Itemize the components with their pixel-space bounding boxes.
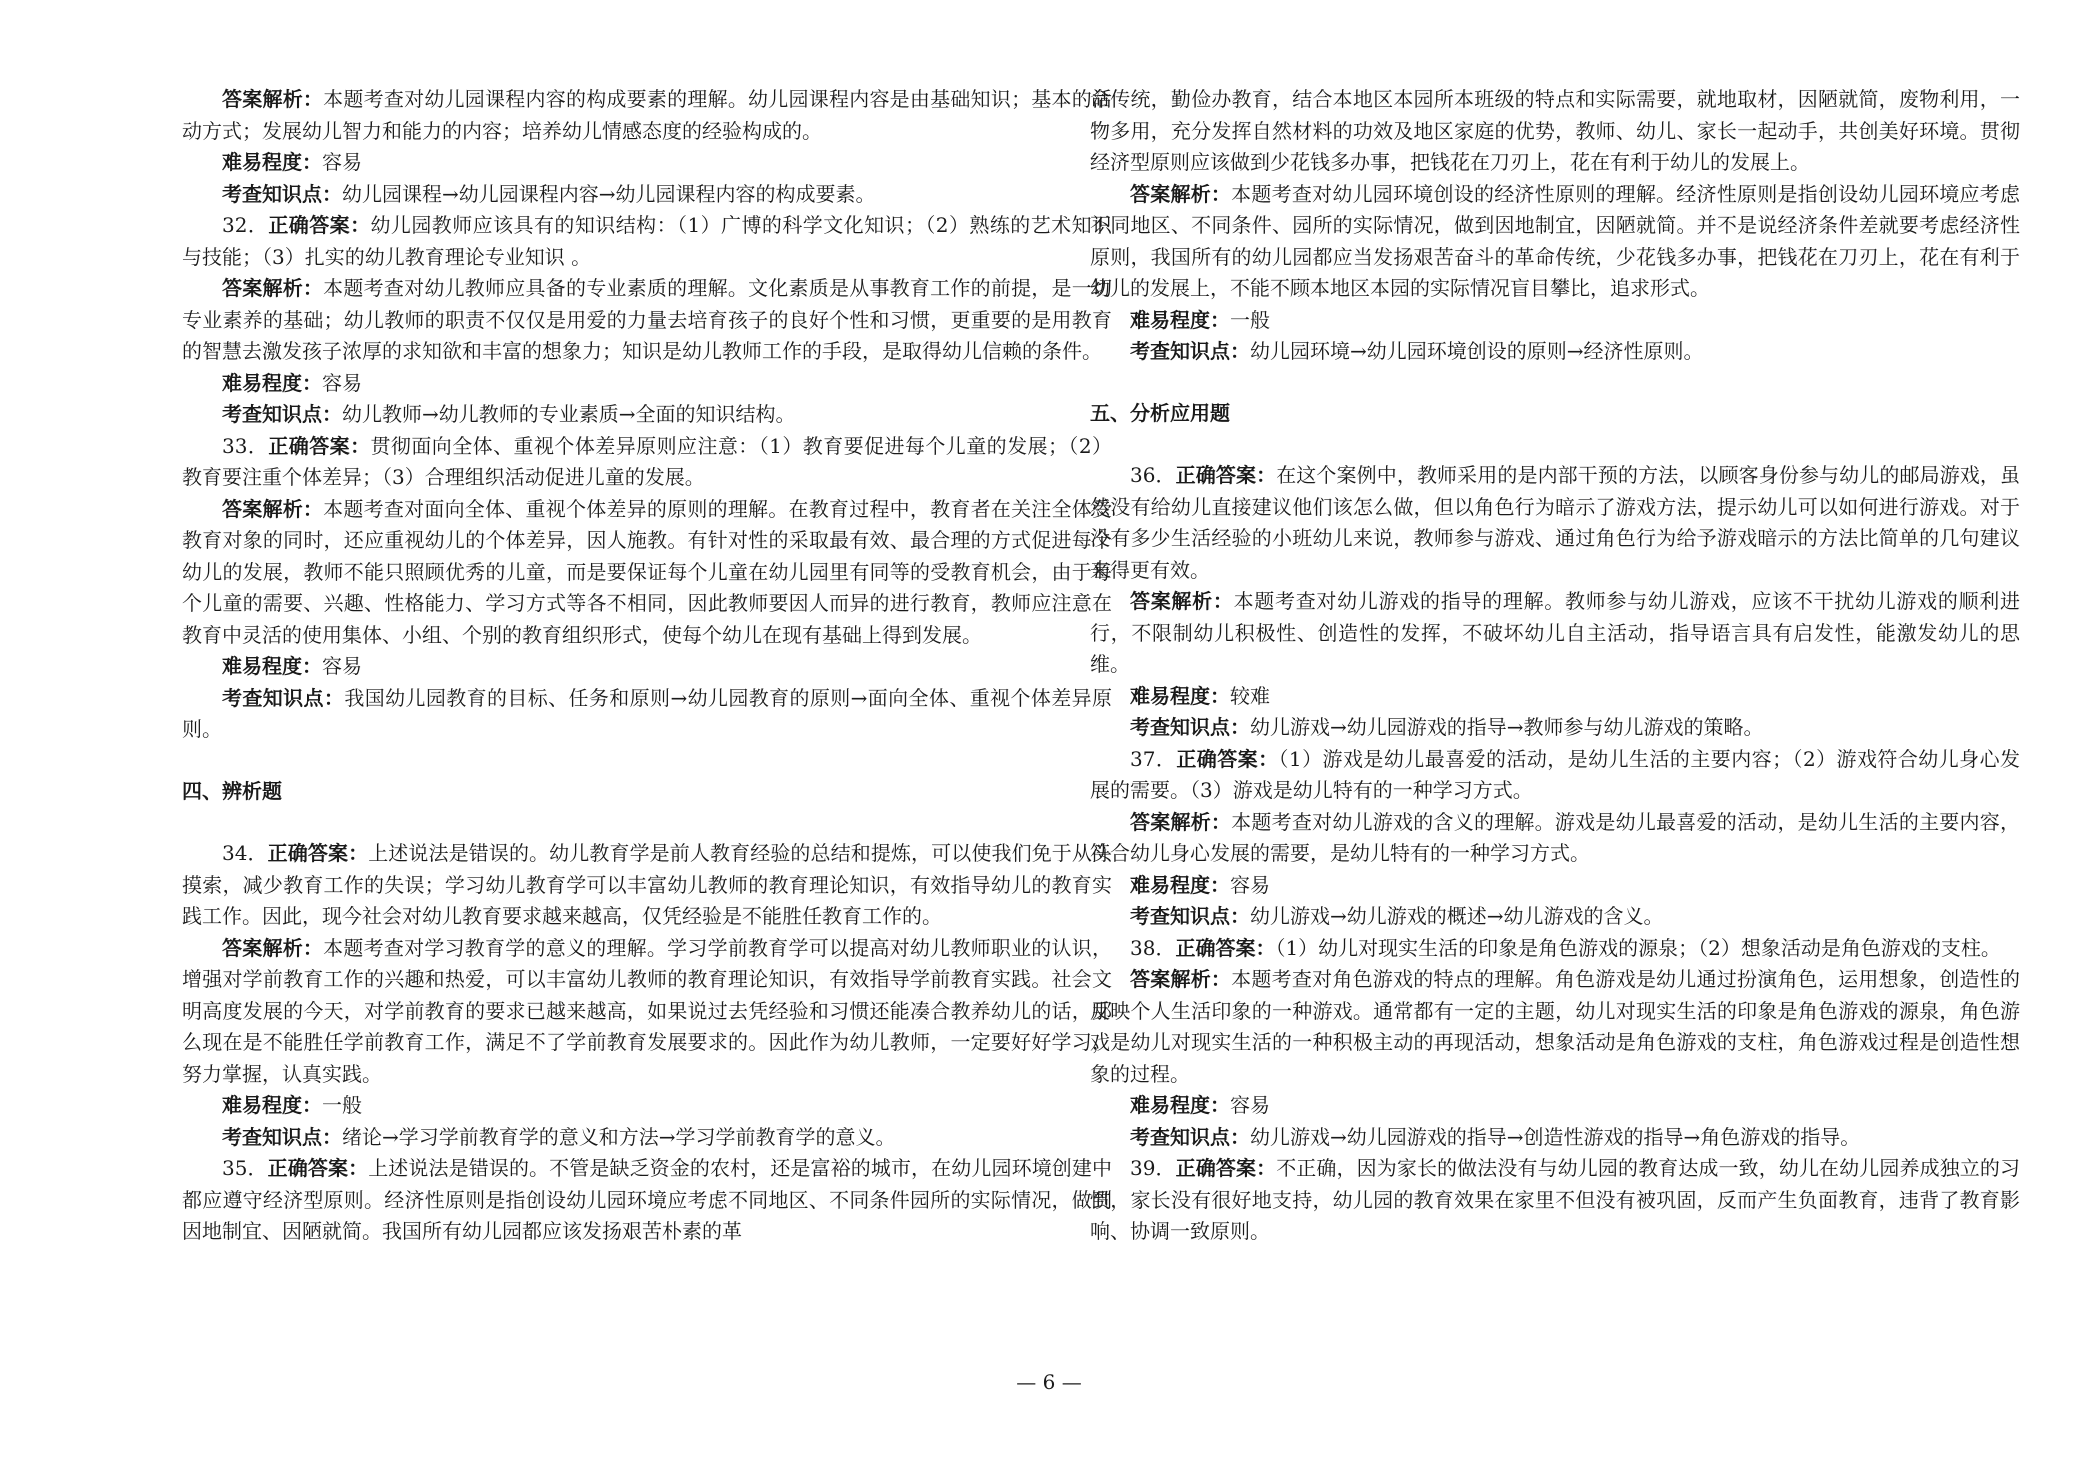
answer-paragraph <box>182 147 1112 179</box>
field-label: 正确答案： <box>1175 463 1277 487</box>
field-text: 上述说法是错误的。幼儿教育学是前人教育经验的总结和提炼，可以使我们免于从头摸索，减少教育工作的失误；学习幼儿教育学可以丰富幼儿教师的教育理论知识，有效指导幼儿的教育实践工作。因此，现今社会对幼儿教育要求越来越高，仅凭经验是不能胜任教育工作的。 <box>182 841 1113 928</box>
field-text: 幼儿游戏→幼儿游戏的概述→幼儿游戏的含义。 <box>1250 904 1664 928</box>
field-label: 考查知识点： <box>1130 904 1250 928</box>
field-label: 难易程度： <box>222 150 322 174</box>
section-heading: 五、分析应用题 <box>1090 400 1230 425</box>
field-label: 难易程度： <box>1130 872 1230 897</box>
field-text: 幼儿园课程→幼儿园课程内容→幼儿园课程内容的构成要素。 <box>342 181 876 206</box>
field-text: 贯彻面向全体、重视个体差异原则应注意：（1）教育要促进每个儿童的发展；（2）教育要注重个体差异；（3）合理组织活动促进儿童的发展。 <box>182 433 1113 489</box>
field-text: 本题考查对幼儿园课程内容的构成要素的理解。幼儿园课程内容是由基础知识；基本的活动方式；发展幼儿智力和能力的内容；培养幼儿情感态度的经验构成的。 <box>182 87 1113 143</box>
answer-paragraph <box>1090 744 2020 807</box>
field-label: 正确答案： <box>1176 746 1279 771</box>
field-label: 答案解析： <box>1130 809 1232 834</box>
section-heading: 四、辨析题 <box>182 778 282 803</box>
field-text: （1）游戏是幼儿最喜爱的活动，是幼儿生活的主要内容；（2）游戏符合幼儿身心发展的需要。（3）游戏是幼儿特有的一种学习方式。 <box>1090 746 2021 802</box>
field-label: 答案解析： <box>222 496 324 521</box>
question-number: 32． <box>222 213 269 237</box>
question-number: 39． <box>1130 1156 1176 1180</box>
field-text: 本题考查对幼儿游戏的含义的理解。游戏是幼儿最喜爱的活动，是幼儿生活的主要内容，符合幼儿身心发展的需要，是幼儿特有的一种学习方式。 <box>1090 809 2021 865</box>
answer-paragraph <box>1090 586 2020 681</box>
field-label: 答案解析： <box>1130 967 1232 991</box>
field-text: 本题考查对角色游戏的特点的理解。角色游戏是幼儿通过扮演角色，运用想象，创造性的反映个人生活印象的一种游戏。通常都有一定的主题，幼儿对现实生活的印象是角色游戏的源泉，角色游戏是幼儿对现实生活的一种积极主动的再现活动，想象活动是角色游戏的支柱，角色游戏过程是创造性想象的过程。 <box>1090 967 2021 1086</box>
answer-paragraph <box>182 1090 1112 1122</box>
answer-paragraph <box>1090 712 2020 744</box>
answer-paragraph <box>182 210 1112 273</box>
field-text: 本题考查对学习教育学的意义的理解。学习学前教育学可以提高对幼儿教师职业的认识，增强对学前教育工作的兴趣和热爱，可以丰富幼儿教师的教育理论知识，有效指导学前教育实践。社会文明高度发展的今天，对学前教育的要求已越来越高，如果说过去凭经验和习惯还能凑合教养幼儿的话，那么现在是不能胜任学前教育工作，满足不了学前教育发展要求的。因此作为幼儿教师，一定要好好学习，努力掌握，认真实践。 <box>182 935 1113 1086</box>
answer-paragraph <box>182 179 1112 211</box>
answer-paragraph <box>1090 933 2020 965</box>
field-label: 答案解析： <box>1130 181 1232 206</box>
question-number: 35． <box>222 1156 268 1180</box>
right-column <box>1090 84 2020 1248</box>
field-text: 本题考查对幼儿教师应具备的专业素质的理解。文化素质是从事教育工作的前提，是一切专业素养的基础；幼儿教师的职责不仅仅是用爱的力量去培育孩子的良好个性和习惯，更重要的是用教育的智慧去激发孩子浓厚的求知欲和丰富的想象力；知识是幼儿教师工作的手段，是取得幼儿信赖的条件。 <box>182 276 1113 363</box>
field-text: 本题考查对幼儿游戏的指导的理解。教师参与幼儿游戏，应该不干扰幼儿游戏的顺利进行，不限制幼儿积极性、创造性的发挥，不破坏幼儿自主活动，指导语言具有启发性，能激发幼儿的思维。 <box>1090 589 2021 676</box>
field-text: 容易 <box>1230 1093 1270 1117</box>
field-text: 容易 <box>322 370 362 395</box>
answer-paragraph <box>182 273 1112 368</box>
answer-paragraph <box>1090 1090 2020 1122</box>
field-label: 正确答案： <box>268 433 371 458</box>
field-text: 幼儿游戏→幼儿园游戏的指导→教师参与幼儿游戏的策略。 <box>1250 715 1764 739</box>
answer-paragraph <box>1090 964 2020 1090</box>
field-label: 正确答案： <box>1175 935 1276 960</box>
answer-paragraph <box>182 84 1112 147</box>
answer-paragraph <box>1090 901 2020 933</box>
answer-paragraph <box>182 431 1112 494</box>
field-text: 幼儿园教师应该具有的知识结构：（1）广博的科学文化知识；（2）熟练的艺术知识与技能；（3）扎实的幼儿教育理论专业知识 。 <box>182 213 1113 269</box>
answer-paragraph <box>1090 807 2020 870</box>
field-text: 不正确，因为家长的做法没有与幼儿园的教育达成一致，幼儿在幼儿园养成独立的习惯，家长没有很好地支持，幼儿园的教育效果在家里不但没有被巩固，反而产生负面教育，违背了教育影响、协调一致原则。 <box>1090 1156 2021 1243</box>
answer-paragraph <box>1090 1153 2020 1248</box>
answer-paragraph <box>1090 870 2020 902</box>
field-label: 难易程度： <box>222 1093 322 1117</box>
field-label: 难易程度： <box>1130 307 1230 332</box>
page-number: — 6 — <box>1016 1370 1082 1394</box>
field-text: 一般 <box>322 1093 362 1117</box>
question-number: 38． <box>1130 935 1176 960</box>
field-label: 考查知识点： <box>1130 1124 1250 1149</box>
question-number: 34． <box>222 841 268 865</box>
field-label: 答案解析： <box>222 87 324 111</box>
field-label: 答案解析： <box>222 276 324 300</box>
answer-paragraph <box>182 399 1112 431</box>
question-number: 33． <box>222 433 269 458</box>
field-label: 考查知识点： <box>1130 715 1250 739</box>
answer-paragraph <box>1090 336 2020 368</box>
answer-paragraph <box>182 368 1112 400</box>
field-label: 正确答案： <box>268 213 371 237</box>
field-label: 正确答案： <box>1175 1156 1277 1180</box>
field-text: 幼儿教师→幼儿教师的专业素质→全面的知识结构。 <box>342 402 796 426</box>
answer-paragraph <box>182 494 1112 652</box>
answer-paragraph <box>1090 305 2020 337</box>
field-text: 幼儿游戏→幼儿园游戏的指导→创造性游戏的指导→角色游戏的指导。 <box>1250 1124 1861 1149</box>
field-label: 正确答案： <box>267 1156 369 1180</box>
field-text: 命传统，勤俭办教育，结合本地区本园所本班级的特点和实际需要，就地取材，因陋就简，废物利用，一物多用，充分发挥自然材料的功效及地区家庭的优势，教师、幼儿、家长一起动手，共创美好环境。贯彻经济型原则应该做到少花钱多办事，把钱花在刀刃上，花在有利于幼儿的发展上。 <box>1090 87 2020 174</box>
field-text: 本题考查对幼儿园环境创设的经济性原则的理解。经济性原则是指创设幼儿园环境应考虑不同地区、不同条件、园所的实际情况，做到因地制宜，因陋就简。并不是说经济条件差就要考虑经济性原则，我国所有的幼儿园都应当发扬艰苦奋斗的革命传统，少花钱多办事，把钱花在刀刃上，花在有利于幼儿的发展上，不能不顾本地区本园的实际情况盲目攀比，追求形式。 <box>1090 181 2021 300</box>
answer-paragraph <box>1090 179 2020 305</box>
field-text: 一般 <box>1230 307 1270 332</box>
field-text: 容易 <box>322 150 362 174</box>
question-number: 37． <box>1130 746 1177 771</box>
question-number: 36． <box>1130 463 1176 487</box>
field-text: 容易 <box>1230 872 1270 897</box>
field-label: 考查知识点： <box>222 1124 342 1149</box>
answer-paragraph <box>182 1122 1112 1154</box>
answer-paragraph <box>1090 460 2020 586</box>
answer-paragraph <box>182 933 1112 1091</box>
continued-paragraph <box>1090 84 2020 179</box>
field-text: 在这个案例中，教师采用的是内部干预的方法，以顾客身份参与幼儿的邮局游戏，虽然没有给幼儿直接建议他们该怎么做，但以角色行为暗示了游戏方法，提示幼儿可以如何进行游戏。对于没有多少生活经验的小班幼儿来说，教师参与游戏、通过角色行为给予游戏暗示的方法比简单的几句建议来得更有效。 <box>1090 463 2021 582</box>
field-text: 本题考查对面向全体、重视个体差异的原则的理解。在教育过程中，教育者在关注全体受教育对象的同时，还应重视幼儿的个体差异，因人施教。有针对性的采取最有效、最合理的方式促进每个幼儿的发展，教师不能只照顾优秀的儿童，而是要保证每个儿童在幼儿园里有同等的受教育机会，由于每个儿童的需要、兴趣、性格能力、学习方式等各不相同，因此教师要因人而异的进行教育，教师应注意在教育中灵活的使用集体、小组、个别的教育组织形式，使每个幼儿在现有基础上得到发展。 <box>182 496 1113 647</box>
answer-paragraph <box>182 838 1112 933</box>
field-label: 难易程度： <box>222 370 322 395</box>
field-label: 难易程度： <box>1130 1093 1230 1117</box>
field-text: 我国幼儿园教育的目标、任务和原则→幼儿园教育的原则→面向全体、重视个体差异原则。 <box>182 685 1113 741</box>
field-label: 答案解析： <box>1130 589 1234 613</box>
answer-paragraph <box>182 651 1112 683</box>
field-text: 容易 <box>322 654 362 678</box>
field-label: 正确答案： <box>267 841 369 865</box>
field-label: 难易程度： <box>1130 683 1230 708</box>
left-column <box>182 84 1112 1248</box>
field-label: 考查知识点： <box>1130 339 1250 363</box>
field-label: 考查知识点： <box>222 181 342 206</box>
answer-paragraph <box>1090 1122 2020 1154</box>
field-label: 考查知识点： <box>222 402 342 426</box>
field-text: 较难 <box>1230 683 1270 708</box>
answer-paragraph <box>1090 681 2020 713</box>
field-text: 上述说法是错误的。不管是缺乏资金的农村，还是富裕的城市，在幼儿园环境创建中都应遵守经济型原则。经济性原则是指创设幼儿园环境应考虑不同地区、不同条件园所的实际情况，做到因地制宜、因陋就简。我国所有幼儿园都应该发扬艰苦朴素的革 <box>182 1156 1113 1243</box>
answer-paragraph <box>182 683 1112 746</box>
answer-paragraph <box>182 1153 1112 1248</box>
field-label: 答案解析： <box>222 935 324 960</box>
field-text: 绪论→学习学前教育学的意义和方法→学习学前教育学的意义。 <box>342 1124 896 1149</box>
field-label: 难易程度： <box>222 654 322 678</box>
field-text: 幼儿园环境→幼儿园环境创设的原则→经济性原则。 <box>1250 339 1704 363</box>
field-text: （1）幼儿对现实生活的印象是角色游戏的源泉；（2）想象活动是角色游戏的支柱。 <box>1275 935 2001 960</box>
field-label: 考查知识点： <box>222 685 345 710</box>
